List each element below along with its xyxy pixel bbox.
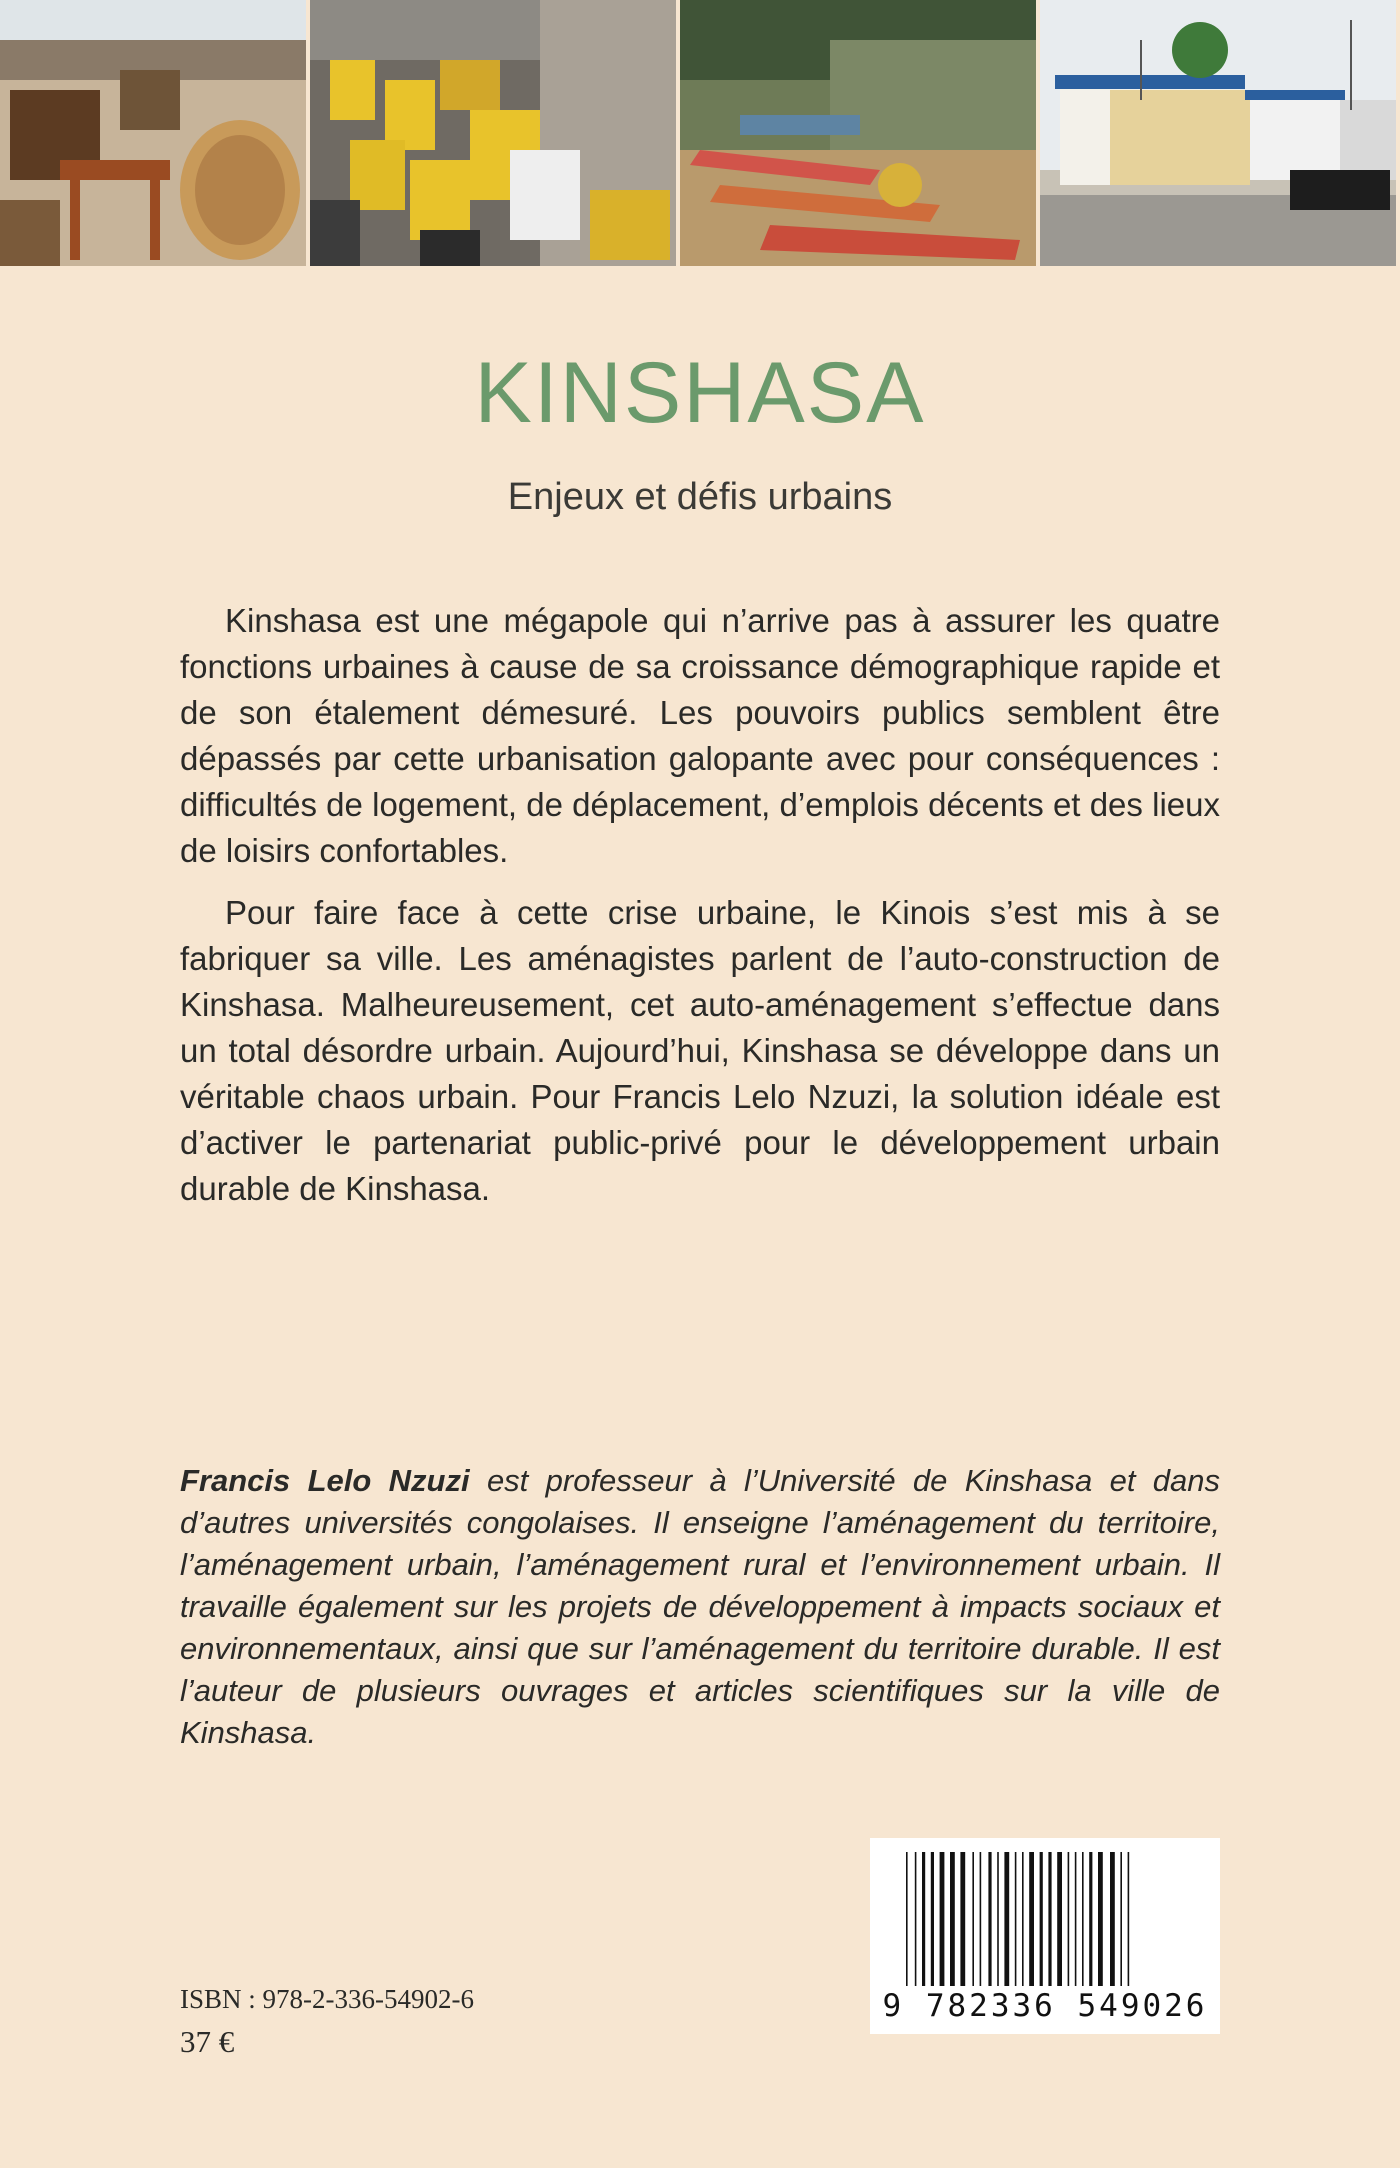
barcode-bar xyxy=(922,1852,925,1986)
book-subtitle: Enjeux et défis urbains xyxy=(507,476,893,518)
synopsis xyxy=(180,598,1220,1228)
barcode-bar xyxy=(1098,1852,1103,1986)
author-name: Francis Lelo Nzuzi xyxy=(180,1463,470,1498)
isbn: ISBN : 978-2-336-54902-6 xyxy=(180,1984,474,2014)
barcode-bar xyxy=(1120,1852,1122,1986)
barcode xyxy=(870,1838,1220,2034)
barcode-bar xyxy=(1004,1852,1009,1986)
barcode-bar xyxy=(1110,1852,1115,1986)
barcode-bar xyxy=(960,1852,965,1986)
barcode-bar xyxy=(931,1852,934,1986)
photo-strip xyxy=(0,0,1400,266)
book-title: KINSHASA xyxy=(474,345,926,441)
barcode-bar xyxy=(1082,1852,1084,1986)
barcode-bar xyxy=(972,1852,974,1986)
barcode-bar xyxy=(950,1852,955,1986)
barcode-bar xyxy=(988,1852,991,1986)
market-furniture-photo xyxy=(0,0,306,266)
barcode-bar xyxy=(1048,1852,1051,1986)
barcode-bars xyxy=(902,1852,1188,1986)
barcode-bar xyxy=(980,1852,982,1986)
barcode-bar xyxy=(1022,1852,1024,1986)
price: 37 € xyxy=(180,2024,235,2059)
barcode-bar xyxy=(906,1852,908,1986)
barcode-bar xyxy=(1068,1852,1070,1986)
barcode-bar xyxy=(1075,1852,1077,1986)
author-bio-text: est professeur à l’Université de Kinshasa et dans d’autres universités congolaises. Il enseigne l’aménagement du territoire, l’aménagement urbain, l’aménagement rural et l’environnement urbain. Il travaille également sur les projets de développement à impacts sociaux et environnementaux, ainsi que sur l’aménagement du territoire durable. Il est l’auteur de plusieurs ouvrages et articles scientifiques sur la ville de Kinshasa. xyxy=(180,1463,1220,1750)
street-buildings-photo xyxy=(1040,0,1396,266)
barcode-bar xyxy=(1128,1852,1130,1986)
barcode-bar xyxy=(1057,1852,1062,1986)
barcode-digits: 9 782336 549026 xyxy=(882,1988,1208,2024)
synopsis-paragraph: Kinshasa est une mégapole qui n’arrive pas à assurer les quatre fonctions urbaines à cause de sa croissance démographique rapide et de son étalement démesuré. Les pouvoirs publics semblent être dépassés par cette urbanisation galopante avec pour conséquences : difficultés de logement, de déplacement, d’emplois décents et des lieux de loisirs confortables. xyxy=(180,602,1220,869)
barcode-bar xyxy=(1015,1852,1017,1986)
traffic-street-photo xyxy=(310,0,676,266)
barcode-bar xyxy=(997,1852,999,1986)
barcode-bar xyxy=(940,1852,945,1986)
barcode-bar xyxy=(915,1852,917,1986)
synopsis-paragraph: Pour faire face à cette crise urbaine, le Kinois s’est mis à se fabriquer sa ville. Les aménagistes parlent de l’auto-construction de Kinshasa. Malheureusement, cet auto-aménagement s’effectue dans un total désordre urbain. Aujourd’hui, Kinshasa se développe dans un véritable chaos urbain. Pour Francis Lelo Nzuzi, la solution idéale est d’activer le partenariat public-privé pour le développement urbain durable de Kinshasa. xyxy=(180,894,1220,1207)
river-boats-photo xyxy=(680,0,1036,266)
barcode-bar xyxy=(1040,1852,1043,1986)
barcode-bar xyxy=(1029,1852,1034,1986)
barcode-bar xyxy=(1089,1852,1092,1986)
author-bio xyxy=(180,1460,1220,1754)
